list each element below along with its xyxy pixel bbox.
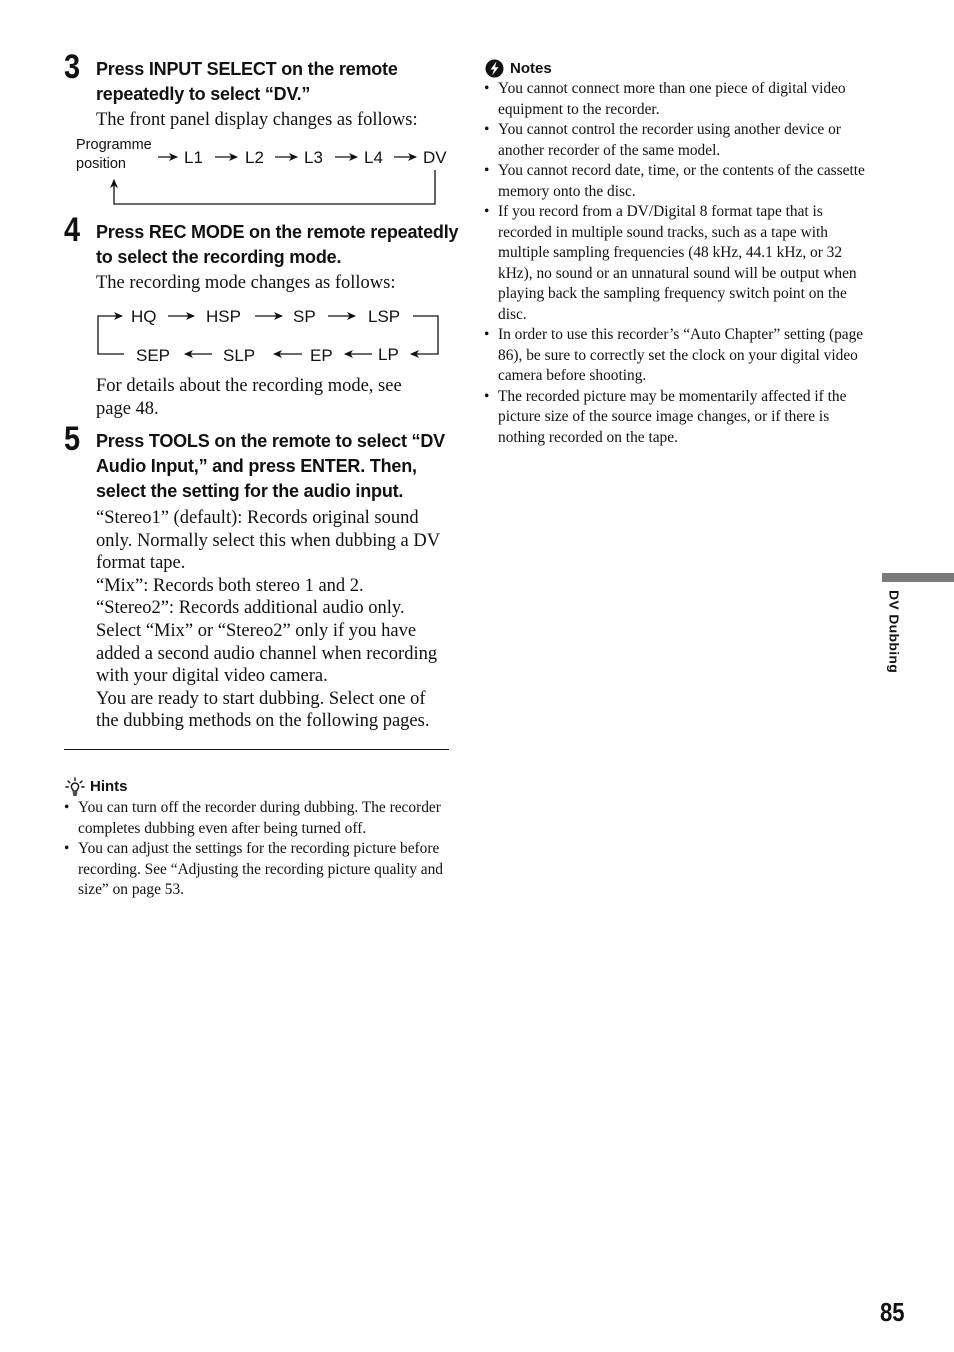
loop-in-arrow-icon: [98, 316, 122, 340]
page-number: 85: [880, 1297, 905, 1327]
diagram-start-label-line2: position: [76, 156, 126, 172]
step-5-line: “Stereo1” (default): Records original sound: [96, 508, 419, 528]
return-line-icon: [98, 340, 124, 354]
step-3-text: The front panel display changes as follows:: [96, 110, 418, 130]
mode-lsp: LSP: [368, 307, 401, 326]
step-4-heading-line2: to select the recording mode.: [96, 247, 342, 267]
step-number-5: 5: [64, 420, 81, 458]
loop-back-arrow-icon: [114, 170, 435, 204]
mode-ep: EP: [310, 346, 333, 365]
diagram-item-l3: L3: [304, 148, 323, 167]
list-item: • You can adjust the settings for the recording picture before recording. See “Adjusting the recording picture quality and size” on page 53.: [64, 839, 454, 901]
step-5-line: “Mix”: Records both stereo 1 and 2.: [96, 575, 364, 596]
step-3-heading-line1: Press INPUT SELECT on the remote: [96, 59, 398, 79]
mode-slp: SLP: [223, 346, 256, 365]
wrap-arrow-icon: [411, 316, 438, 354]
diagram-item-l1: L1: [184, 148, 203, 167]
step-5-line: with your digital video camera.: [96, 666, 328, 687]
step-3-heading-line2: repeatedly to select “DV.”: [96, 84, 311, 104]
step-5-heading-line1: Press TOOLS on the remote to select “DV: [96, 431, 445, 451]
step-5-line: “Stereo2”: Records additional audio only.: [96, 598, 405, 619]
step-4-after-line1: For details about the recording mode, see: [96, 376, 402, 396]
mode-sep: SEP: [136, 346, 171, 365]
list-item: • In order to use this recorder’s “Auto Chapter” setting (page 86), be sure to correctly set the clock on your digital video camera before shooting.: [484, 325, 870, 387]
list-item: • You can turn off the recorder during dubbing. The recorder completes dubbing even after being turned off.: [64, 798, 454, 839]
diagram-item-dv: DV: [423, 148, 447, 167]
step-5-line: the dubbing methods on the following pages.: [96, 711, 430, 732]
step-5-heading-line2: Audio Input,” and press ENTER. Then,: [96, 456, 417, 476]
step-4-text: The recording mode changes as follows:: [96, 273, 396, 293]
list-item: • You cannot control the recorder using another device or another recorder of the same model.: [484, 120, 870, 161]
mode-hq: HQ: [131, 307, 157, 326]
step-number-3: 3: [64, 48, 81, 86]
mode-lp: LP: [378, 345, 399, 364]
step-5-line: added a second audio channel when recording: [96, 643, 438, 664]
list-item: • You cannot connect more than one piece of digital video equipment to the recorder.: [484, 79, 870, 120]
notes-title: Notes: [510, 60, 552, 77]
step-4-after-line2: page 48.: [96, 398, 159, 419]
step-5-line: You are ready to start dubbing. Select one of: [96, 688, 426, 709]
list-item: • If you record from a DV/Digital 8 format tape that is recorded in multiple sound tracks, such as a tape with multiple sampling frequencies (48 kHz, 44.1 kHz, or 32 kHz), no sound or an unnatural sound will be output when playing back the sampling frequency switch point on the disc.: [484, 202, 870, 325]
step-5-line: format tape.: [96, 553, 186, 574]
diagram-item-l4: L4: [364, 148, 383, 167]
step-4-heading-line1: Press REC MODE on the remote repeatedly: [96, 222, 459, 242]
mode-sp: SP: [293, 307, 316, 326]
diagram-start-label-line1: Programme: [76, 137, 152, 153]
mode-hsp: HSP: [206, 307, 241, 326]
diagram-item-l2: L2: [245, 148, 264, 167]
hints-title: Hints: [90, 778, 128, 795]
step-5-line: Select “Mix” or “Stereo2” only if you have: [96, 620, 417, 641]
step-5-line: only. Normally select this when dubbing a DV: [96, 530, 441, 551]
side-tab-label: DV Dubbing: [886, 590, 902, 674]
list-item: • You cannot record date, time, or the contents of the cassette memory onto the disc.: [484, 161, 870, 202]
list-item: • The recorded picture may be momentarily affected if the picture size of the source image changes, or if there is nothing recorded on the tape.: [484, 387, 870, 449]
step-5-heading-line3: select the setting for the audio input.: [96, 481, 404, 501]
step-number-4: 4: [64, 211, 81, 249]
